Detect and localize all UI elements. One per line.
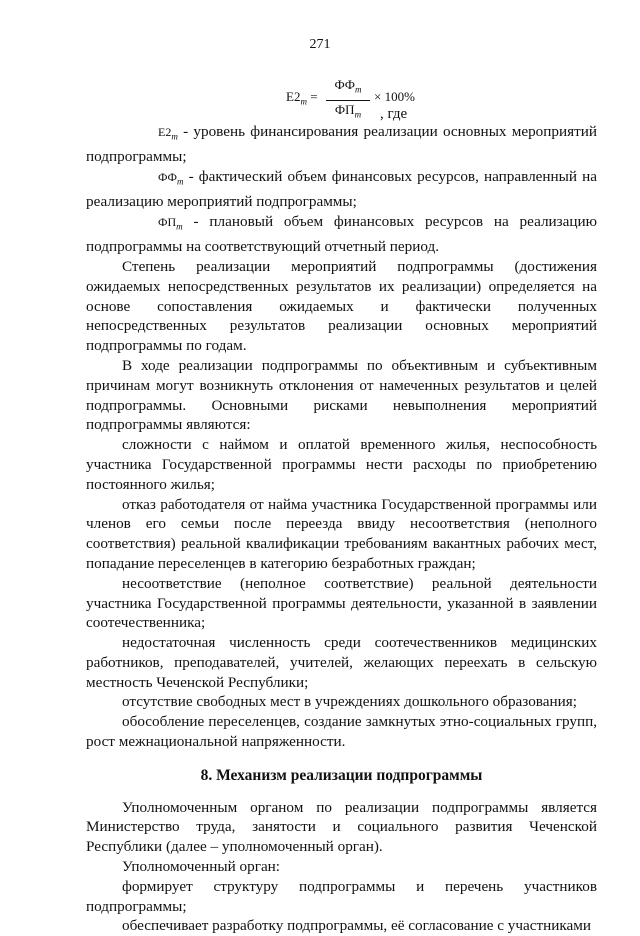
formula-where: , где <box>380 106 408 122</box>
definition: $ФП_m$ - плановый объем финансовых ресурсов на реализацию подпрограммы на соответствующий отчетный период. <box>86 212 597 256</box>
risk-item: недостаточная численность среди соотечественников медицинских работников, преподавателей, учителей, желающих переехать в сельскую местность Чеченской Республики; <box>86 634 597 691</box>
risk-item: отсутствие свободных мест в учреждениях дошкольного образования; <box>122 693 577 711</box>
paragraph: Уполномоченный орган: <box>122 858 281 876</box>
definition-symbol: $E2_m$ <box>158 125 178 142</box>
formula-denominator: $ФП_m$ <box>334 101 362 120</box>
risk-item: обособление переселенцев, создание замкнутых этно-социальных групп, рост межнациональной напряженности. <box>86 713 597 751</box>
definition-symbol: $ФФ_m$ <box>158 169 184 187</box>
formula-fraction <box>326 76 370 123</box>
paragraph: Уполномоченным органом по реализации подпрограммы является Министерство труда, занятости и социального развития Чеченской Республики (далее – уполномоченный орган). <box>86 798 597 856</box>
risk-item: сложности с наймом и оплатой временного жилья, неспособность участника Государственной программы нести расходы по приобретению постоянного жилья; <box>86 436 597 493</box>
formula <box>286 76 546 124</box>
definition-symbol: $ФП_m$ <box>158 214 183 232</box>
definition: $E2_m$ - уровень финансирования реализации основных мероприятий подпрограммы; <box>86 123 597 166</box>
body-text <box>86 122 597 936</box>
section-heading: 8. Механизм реализации подпрограммы <box>200 766 483 784</box>
paragraph: Степень реализации мероприятий подпрограммы (достижения ожидаемых непосредственных результатов их реализации) определяется на основе сопоставления ожидаемых и фактически полученных непосредственных результатов реализации основных мероприятий подпрограммы по годам. <box>86 257 597 355</box>
risk-item: отказ работодателя от найма участника Государственной программы или членов его семьи после переезда ввиду несоответствия (неполного соответствия) реальной квалификации требованиям вакантных рабочих мест, попадание переселенцев в категорию безработных граждан; <box>86 495 597 572</box>
formula-multiplier: × 100% <box>374 89 415 104</box>
page-number: 271 <box>309 37 331 52</box>
definition: $ФФ_m$ - фактический объем финансовых ресурсов, направленный на реализацию мероприятий подпрограммы; <box>86 167 597 211</box>
paragraph: обеспечивает разработку подпрограммы, её согласование с участниками <box>122 917 592 935</box>
formula-lhs: $E2_m$ = <box>286 89 318 107</box>
paragraph: формирует структуру подпрограммы и перечень участников подпрограммы; <box>86 877 597 915</box>
formula-numerator: $ФФ_m$ <box>326 76 370 101</box>
paragraph: В ходе реализации подпрограммы по объективным и субъективным причинам могут возникнуть отклонения от намеченных результатов и целей подпрограммы. Основными рисками невыполнения мероприятий подпрограммы являются: <box>86 356 597 434</box>
risk-item: несоответствие (неполное соответствие) реальной деятельности участника Государственной программы деятельности, указанной в заявлении соотечественника; <box>86 574 597 632</box>
